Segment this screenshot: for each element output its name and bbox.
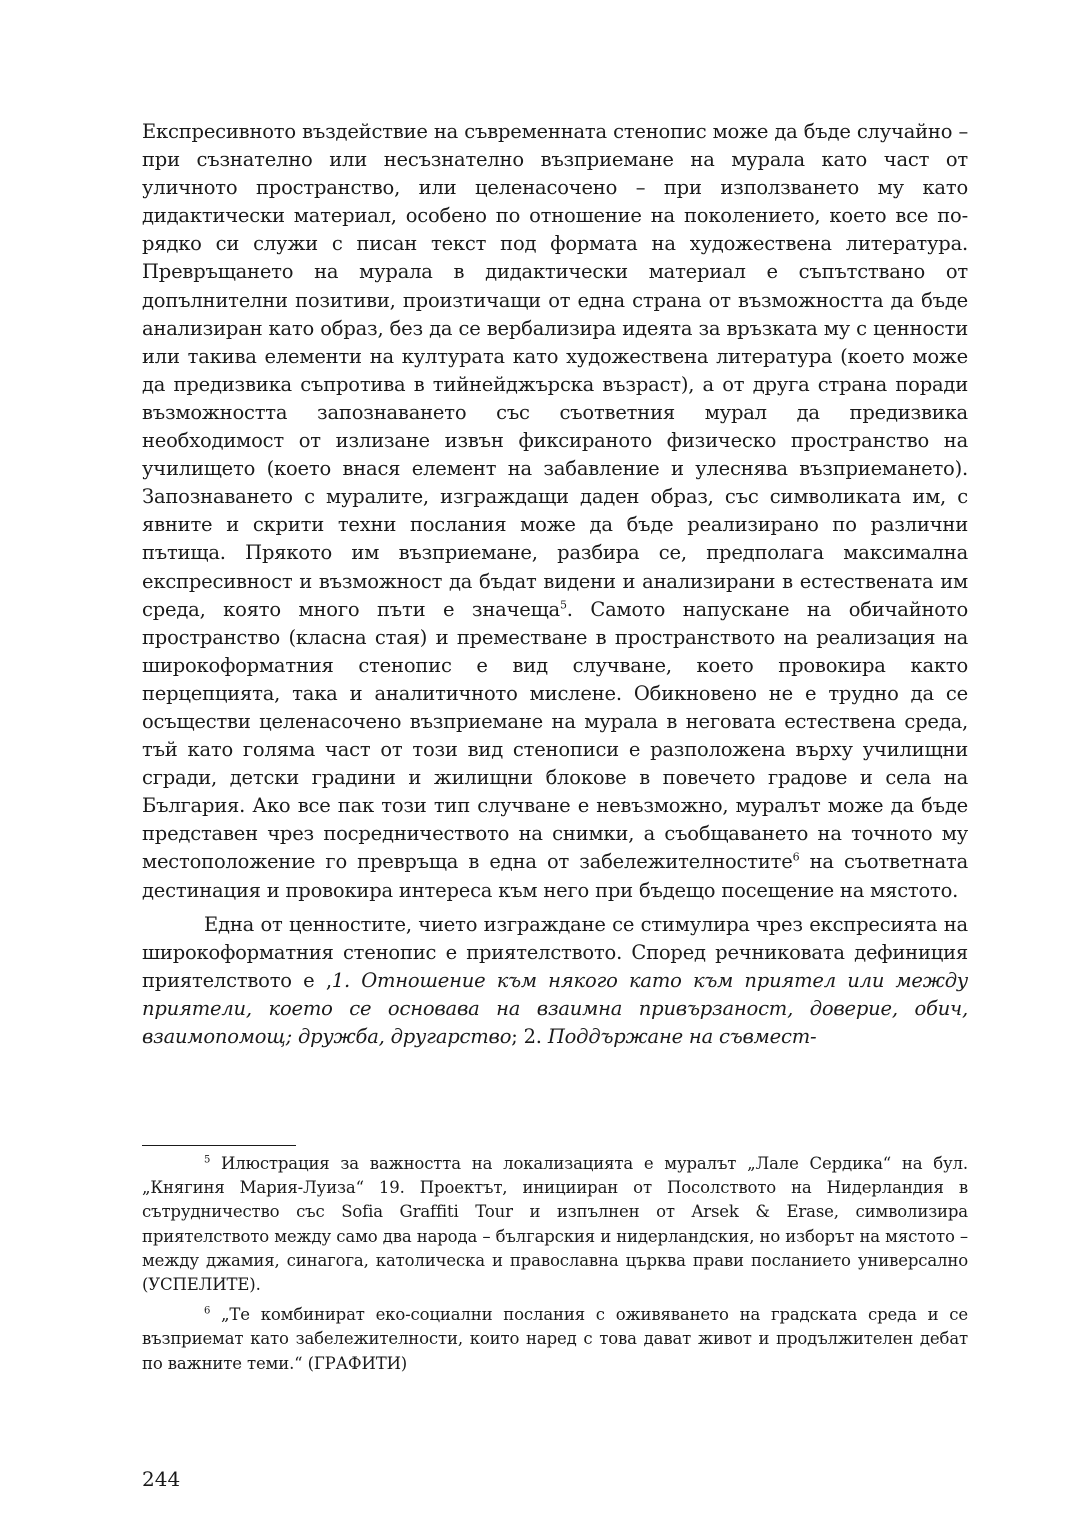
footnote-6-number: 6 xyxy=(204,1305,211,1317)
footnote-separator xyxy=(142,1145,296,1146)
paragraph-2-text-b: ; 2. xyxy=(511,1025,548,1048)
paragraph-1-text-b: . Самото напускане на обичайното пространство (класна стая) и преместване в пространството на реализация на широкоформатния стенопис е вид случване, което провокира както перцепцията, така и аналитичното мислене. Обикновено не е трудно да се осъществи целенасочено възприемане на мурала в неговата естествена среда, тъй като голяма част от този вид стенописи е разположена върху училищни сгради, детски градини и жилищни блокове в повечето градове и села на България. Ако все пак този тип случване е невъзможно, муралът може да бъде представен чрез посредничеството на снимки, а съобщаването на точното му местоположение го превръща в една от забележителностите xyxy=(142,597,968,874)
paragraph-1-text-a: Експресивното въздействие на съвременната стенопис може да бъде случайно – при съзнателно или несъзнателно възприемане на мурала като част от уличното пространство, или целенасочено – при използването му като дидактически материал, особено по отношение на поколението, което все по-рядко си служи с писан текст под формата на художествена литература. Превръщането на мурала в дидактически материал е съпътствано от допълнителни позитиви, произтичащи от една страна от възможността да бъде анализиран като образ, без да се вербализира идеята за връзката му с ценности или такива елементи на културата като художествена литература (което може да предизвика съпротива в тийнейджърска възраст), а от друга страна поради възможността запознаването със съответния мурал да предизвика необходимост от излизане извън фиксираното физическо пространство на училището (което внася елемент на забавление и улеснява възприемането). Запознаването с муралите, изграждащи даден образ, със символиката им, с явните и скрити техни послания може да бъде реализирано по различни пътища. Прякото им възприемане, разбира се, предполага максимална експресивност и възможност да бъдат видени и анализирани в естествената им среда, която много пъти е значеща xyxy=(142,120,968,621)
footnote-6 xyxy=(142,1303,968,1376)
paragraph-1 xyxy=(142,118,968,905)
paragraph-2 xyxy=(142,911,968,1051)
footnote-ref-5: 5 xyxy=(559,598,567,612)
main-text xyxy=(142,118,968,1051)
page-number: 244 xyxy=(142,1467,181,1491)
dictionary-definition-2: Поддържане на съвмест- xyxy=(547,1025,817,1048)
footnote-ref-6: 6 xyxy=(792,850,800,864)
footnote-6-text: „Те комбинират еко-социални послания с оживяването на градската среда и се възприемат като забележителности, които наред с това дават живот и продължителен дебат по важните теми.“ (ГРАФИТИ) xyxy=(142,1305,968,1373)
footnote-5 xyxy=(142,1152,968,1297)
dictionary-definition-1: 1. Отношение към някого като към приятел или между приятели, което се основава на взаимна привързаност, доверие, обич, взаимопомощ; дружба, другарство xyxy=(142,968,968,1048)
paragraph-1-text-c: на съответната дестинация и провокира интереса към него при бъдещо посещение на мястото. xyxy=(142,850,969,902)
footnote-5-text: Илюстрация за важността на локализацията е муралът „Лале Сердика“ на бул. „Княгиня Мария-Луиза“ 19. Проектът, иницииран от Посолството на Нидерландия в сътрудничество със Sofia Graffiti Tour и изпълнен от Arsek & Erase, символизира приятелството между само два народа – българския и нидерландския, но изборът на мястото – между джамия, синагога, католическа и православна църква прави посланието универсално (УСПЕЛИТЕ). xyxy=(142,1154,968,1295)
footnote-5-number: 5 xyxy=(204,1154,211,1166)
footnotes xyxy=(142,1152,968,1376)
paragraph-2-text-a: Една от ценностите, чието изграждане се стимулира чрез експресията на широкоформатния стенопис е приятелството. Според речниковата дефиниция приятелството е ‚ xyxy=(142,912,968,992)
